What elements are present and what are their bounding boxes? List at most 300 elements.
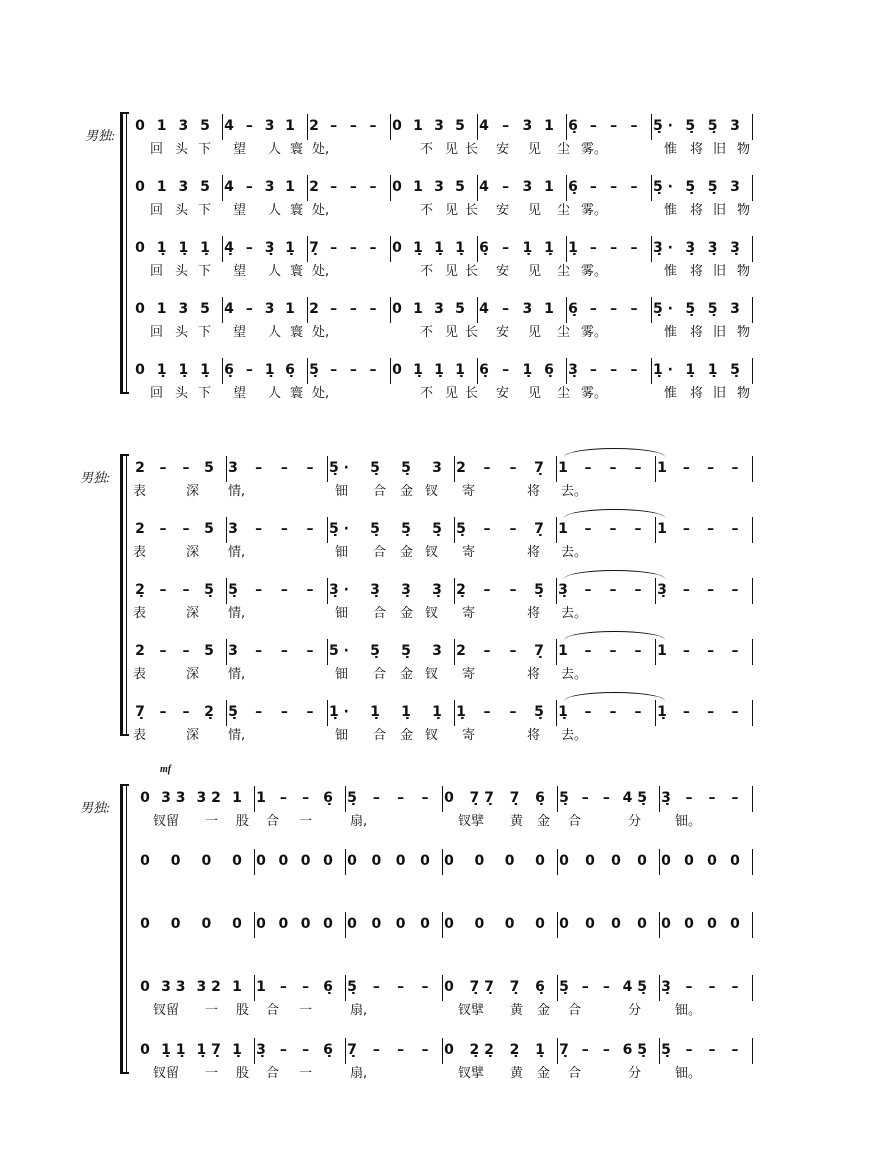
note: – [589,240,597,256]
lyric-syllable: 扇, [350,1003,368,1018]
note: 0 [323,916,333,932]
note: 1 [544,118,554,134]
lyric-syllable: 合 [568,814,582,829]
note: 5̣ · [653,179,673,195]
lyric-syllable: 去。 [561,484,588,499]
measure [347,977,430,997]
note: 2̣ [509,1042,520,1058]
lyric-syllable: 表 [133,606,147,621]
note: 3̣ [264,240,275,256]
note: – [349,118,357,134]
measure [329,580,442,600]
note: 1̣ [535,1042,545,1058]
measure [309,299,378,319]
lyric-syllable: 不 [420,386,434,401]
lyric-syllable: 钗 [425,667,439,682]
note: 5̣ [534,704,544,720]
note: 3 [432,460,442,476]
note: – [245,179,253,195]
measure [559,788,647,808]
note: 3̣ [568,362,578,378]
lyric-syllable: 旧 [713,203,727,218]
bar-line [557,912,558,938]
note: 5̣ [401,460,411,476]
note: – [159,521,167,537]
note: 5 [204,521,214,537]
bar-line [442,849,443,875]
note: – [731,704,739,720]
note: 1 [558,643,568,659]
note: 7̣ [534,521,544,537]
note: 1 [156,179,167,195]
lyric-syllable: 回 [150,264,164,279]
note: – [609,704,617,720]
lyric-syllable: 金 [400,667,414,682]
lyric-syllable: 见 [528,142,542,157]
note: – [634,643,642,659]
measure [568,116,639,136]
lyric-syllable: 寄 [462,545,476,560]
measure [456,702,544,722]
measure [558,641,643,661]
note: – [330,240,338,256]
note: – [610,362,618,378]
measure [653,299,740,319]
note: 0 [140,979,150,995]
note: – [731,1042,739,1058]
lyric-syllable: 一 [205,814,219,829]
note: 0 [585,916,595,932]
note: – [602,1042,610,1058]
lyric-syllable: 黄 [510,1066,524,1081]
measure [224,238,295,258]
note: 3 [522,179,533,195]
lyric-syllable: 将 [527,545,541,560]
note: 0 [559,916,569,932]
lyric-syllable: 一 [299,1003,313,1018]
measure [661,977,740,997]
note: 6 5̣ [622,1042,647,1058]
lyric-syllable: 金 [537,1066,551,1081]
note: 0 [730,853,740,869]
lyric-syllable: 尘 [557,264,571,279]
measure [392,238,465,258]
measure [558,580,643,600]
note: 1 [156,118,167,134]
measure [135,116,210,136]
lyric-syllable: 合 [373,545,387,560]
note: – [609,643,617,659]
lyric-syllable: 寄 [462,484,476,499]
note: 5̣ [707,179,718,195]
note: – [280,460,288,476]
bar-line [442,1038,443,1064]
bar-line [226,639,227,665]
note: – [682,704,690,720]
note: 6̣ [479,240,489,256]
note: 1̣ [434,362,444,378]
note: – [731,979,739,995]
tie-slur [564,448,665,457]
lyric-syllable: 安 [496,264,510,279]
measure [135,360,210,380]
lyric-syllable: 合 [266,1003,280,1018]
note: 4 [479,301,489,317]
note: 1̣ [432,704,442,720]
lyric-syllable: 雾。 [581,203,608,218]
note: – [509,582,517,598]
lyric-syllable: 钗擘 [458,1066,485,1081]
note: 5̣ [370,521,380,537]
note: – [610,301,618,317]
note: 5 [455,179,465,195]
bar-line [454,700,455,726]
bar-line [752,517,753,543]
note: – [609,460,617,476]
measure [135,519,214,539]
note: – [581,1042,589,1058]
lyric-syllable: 金 [400,606,414,621]
measure [347,851,430,871]
note: 2̣ [135,582,145,598]
bar-line [442,786,443,812]
note: – [302,790,310,806]
lyric-syllable: 望 [233,142,247,157]
bar-line [566,358,567,384]
lyric-syllable: 物 [737,203,751,218]
lyric-syllable: 望 [233,325,247,340]
bar-line [752,456,753,482]
lyric-syllable: 深 [186,484,200,499]
note: 1̣ [156,240,167,256]
note: – [306,460,314,476]
voice-label: 男独: [80,470,111,485]
note: 1̣ [264,362,275,378]
lyric-syllable: 黄 [510,814,524,829]
bar-line [556,700,557,726]
note: – [397,790,405,806]
note: 7̣ [509,979,520,995]
lyric-syllable: 雾。 [581,264,608,279]
bar-line [651,175,652,201]
measure [228,702,315,722]
note: 1̣ [685,362,696,378]
note: 1̣ 7̣ [196,1042,221,1058]
note: – [584,643,592,659]
measure [456,580,544,600]
note: – [682,582,690,598]
lyric-syllable: 不 [420,203,434,218]
note: – [279,1042,287,1058]
note: 5̣ [432,521,442,537]
note: 0 [278,916,289,932]
note: 3 [178,118,189,134]
note: 3 [432,643,442,659]
lyric-syllable: 去。 [561,728,588,743]
lyric-syllable: 扇, [350,1066,368,1081]
bar-line [454,639,455,665]
lyric-syllable: 情, [228,667,246,682]
measure [140,914,242,934]
note: 1̣ · [329,704,349,720]
note: – [708,790,716,806]
note: 5̣ [685,118,696,134]
note: – [349,301,357,317]
note: 0 [392,240,402,256]
note: 0 [256,916,266,932]
bar-line [222,114,223,140]
note: 2 [309,118,319,134]
note: 3 [730,301,740,317]
lyric-syllable: 寄 [462,667,476,682]
bar-line [566,236,567,262]
note: 1 [156,301,167,317]
bar-line [327,578,328,604]
note: 1̣ [522,362,533,378]
note: 3 [434,118,444,134]
bar-line [307,114,308,140]
note: 0 [392,301,402,317]
lyric-syllable: 头 [175,386,189,401]
note: 2 [135,460,145,476]
note: 3̣ [370,582,380,598]
note: – [630,240,638,256]
bar-line [390,297,391,323]
lyric-syllable: 惟 [664,386,678,401]
lyric-syllable: 金 [537,814,551,829]
note: 0 [474,853,485,869]
note: 1̣ [178,240,189,256]
lyric-syllable: 雾。 [581,386,608,401]
measure [653,360,740,380]
note: 3 [228,521,238,537]
lyric-syllable: 去。 [561,545,588,560]
note: 3̣ [256,1042,266,1058]
note: 0 [637,916,647,932]
note: 0 [684,853,694,869]
lyric-syllable: 旧 [713,142,727,157]
measure [444,851,545,871]
lyric-syllable: 惟 [664,203,678,218]
note: – [682,521,690,537]
measure [140,788,242,808]
lyric-syllable: 情, [228,545,246,560]
lyric-syllable: 见 [445,203,459,218]
bar-line [442,975,443,1001]
measure [228,519,315,539]
note: 0 [135,362,145,378]
note: 6̣ [323,790,333,806]
lyric-syllable: 下 [198,325,212,340]
note: 7̣ [347,1042,357,1058]
lyric-syllable: 情, [228,728,246,743]
note: – [245,362,253,378]
bar-line [556,456,557,482]
measure [135,299,210,319]
note: 1̣ [434,240,444,256]
measure [653,116,740,136]
measure [140,977,242,997]
note: – [483,643,491,659]
bar-line [477,175,478,201]
lyric-syllable: 钗 [425,606,439,621]
note: – [707,521,715,537]
note: 0 [611,916,621,932]
measure [456,519,544,539]
lyric-syllable: 将 [527,667,541,682]
lyric-syllable: 长 [465,325,479,340]
note: – [397,979,405,995]
lyric-syllable: 金 [537,1003,551,1018]
note: 5̣ [685,301,696,317]
lyric-syllable: 雾。 [581,142,608,157]
note: 0 [707,853,717,869]
measure [661,914,740,934]
note: 6̣ [568,301,578,317]
note: 1̣ [232,1042,242,1058]
note: 0 [371,916,382,932]
note: – [589,118,597,134]
note: – [397,1042,405,1058]
tie-slur [564,692,665,701]
lyric-syllable: 寰 [290,264,304,279]
note: 3 [434,179,444,195]
measure [392,116,465,136]
lyric-syllable: 将 [690,203,704,218]
bar-line [752,297,753,323]
lyric-syllable: 处, [312,325,330,340]
measure [558,702,643,722]
bar-line [327,639,328,665]
note: 1̣ [558,704,568,720]
lyric-syllable: 旧 [713,264,727,279]
note: – [610,118,618,134]
note: 7̣ 7̣ [469,790,494,806]
measure [256,1040,333,1060]
lyric-syllable: 物 [737,264,751,279]
note: 6̣ [544,362,554,378]
measure [347,788,430,808]
note: 0 [535,916,545,932]
bar-line [307,236,308,262]
lyric-syllable: 头 [175,142,189,157]
lyric-syllable: 钿 [335,667,349,682]
bar-line [477,114,478,140]
note: 0 [371,853,382,869]
bar-line [327,517,328,543]
note: 2 [309,301,319,317]
system-bracket [120,112,123,394]
measure [444,977,545,997]
measure [135,702,214,722]
bar-line [222,358,223,384]
note: 4 5̣ [622,979,647,995]
note: – [685,979,693,995]
note: 0 [395,853,406,869]
lyric-syllable: 下 [198,386,212,401]
note: 1̣ [544,240,554,256]
note: 0 [444,979,454,995]
note: 7̣ [534,643,544,659]
note: 3̣ · [329,582,349,598]
note: 7̣ [559,1042,569,1058]
note: – [502,179,510,195]
bar-line [566,114,567,140]
lyric-syllable: 安 [496,386,510,401]
note: 1 [285,301,295,317]
lyric-syllable: 物 [737,142,751,157]
bar-line [752,639,753,665]
note: – [245,240,253,256]
bar-line [390,114,391,140]
lyric-syllable: 将 [527,606,541,621]
measure [479,177,554,197]
measure [568,238,639,258]
bar-line [659,1038,660,1064]
lyric-syllable: 钿。 [675,1003,702,1018]
measure [329,702,442,722]
note: – [630,118,638,134]
note: 7̣ [309,240,319,256]
note: 3 [730,118,740,134]
lyric-syllable: 表 [133,728,147,743]
measure [392,360,465,380]
bar-line [557,786,558,812]
note: 4 [224,179,234,195]
note: – [602,979,610,995]
lyric-syllable: 望 [233,203,247,218]
note: – [159,704,167,720]
note: 0 [504,853,515,869]
bar-line [477,297,478,323]
measure [256,851,333,871]
note: 3 [730,179,740,195]
lyric-syllable: 长 [465,264,479,279]
note: 7̣ 7̣ [469,979,494,995]
lyric-syllable: 见 [528,325,542,340]
note: 3̣ [657,582,667,598]
bar-line [254,975,255,1001]
note: 3 [522,118,533,134]
note: – [302,979,310,995]
note: 2 [309,179,319,195]
note: – [306,643,314,659]
note: – [279,790,287,806]
lyric-syllable: 人 [268,203,282,218]
note: – [349,240,357,256]
lyric-syllable: 钿 [335,606,349,621]
bar-line [556,578,557,604]
lyric-syllable: 头 [175,325,189,340]
note: – [255,582,263,598]
note: – [330,179,338,195]
lyric-syllable: 情, [228,484,246,499]
bar-line [752,849,753,875]
lyric-syllable: 处, [312,386,330,401]
note: – [306,704,314,720]
lyric-syllable: 人 [268,142,282,157]
note: – [708,1042,716,1058]
bar-line [390,358,391,384]
measure [329,458,442,478]
note: 0 [140,790,150,806]
bar-line [557,975,558,1001]
note: – [509,460,517,476]
bar-line [307,175,308,201]
note: 0 [637,853,647,869]
note: 3̣ [661,790,671,806]
note: – [421,1042,429,1058]
